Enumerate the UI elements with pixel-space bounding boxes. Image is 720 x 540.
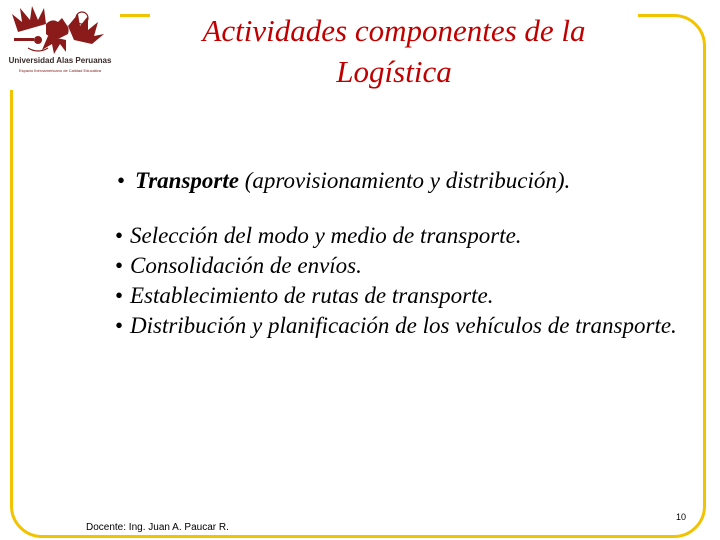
main-bullet-bold: Transporte: [135, 168, 239, 193]
main-bullet-text: (aprovisionamiento y distribución).: [238, 168, 571, 193]
sub-bullet-item: • Establecimiento de rutas de transporte.: [115, 281, 695, 311]
main-bullet: [117, 168, 570, 194]
university-logo: [0, 0, 120, 90]
logo-name: Universidad Alas Peruanas: [8, 56, 112, 65]
sub-bullet-item: • Distribución y planificación de los vehículos de transporte.: [115, 311, 690, 341]
eagle-emblem-icon: [8, 4, 112, 58]
sub-bullet-item: • Consolidación de envíos.: [115, 251, 695, 281]
bullet-dot: •: [115, 313, 124, 338]
bullet-dot: •: [117, 168, 126, 193]
sub-bullet-item: • Selección del modo y medio de transporte.: [115, 221, 695, 251]
slide-title: [150, 10, 638, 92]
bullet-dot: •: [115, 283, 124, 308]
bullet-dot: •: [115, 253, 124, 278]
page-number: 10: [676, 512, 687, 522]
logo-motto: Espacio Iberoamericano de Calidad Educativa: [18, 68, 102, 73]
footer-author: Docente: Ing. Juan A. Paucar R.: [86, 522, 229, 533]
title-line-2: Logística: [336, 54, 452, 89]
sub-bullet-list: [115, 221, 695, 341]
bullet-dot: •: [115, 223, 124, 248]
title-line-1: Actividades componentes de la: [202, 13, 586, 48]
